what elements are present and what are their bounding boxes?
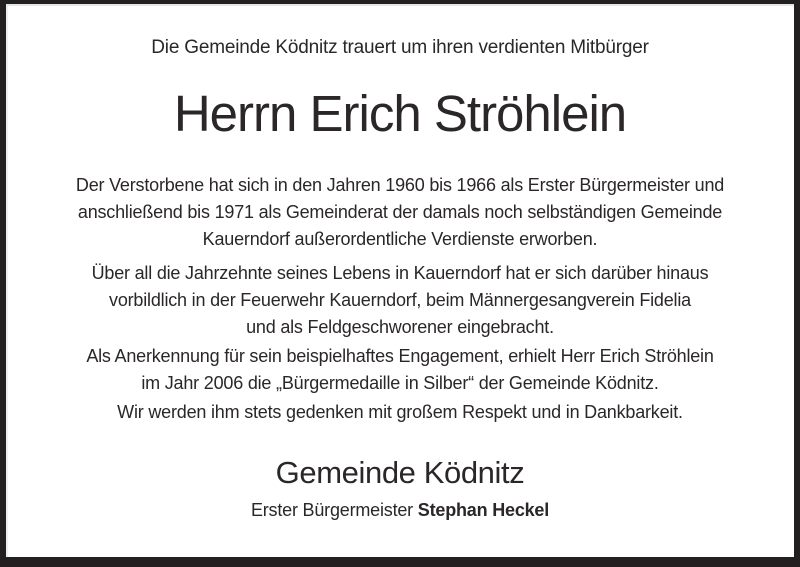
intro-line: Die Gemeinde Ködnitz trauert um ihren verdienten Mitbürger	[151, 37, 649, 58]
paragraph-line: Der Verstorbene hat sich in den Jahren 1960 bis 1966 als Erster Bürgermeister und	[75, 175, 725, 195]
paragraph-line: und als Feldgeschworener eingebracht.	[246, 317, 554, 337]
signer-role: Erster Bürgermeister	[250, 500, 418, 520]
paragraph-merits	[6, 172, 794, 253]
paragraph-line: Über all die Jahrzehnte seines Lebens in Kauerndorf hat er sich darüber hinaus	[91, 263, 709, 283]
paragraph-line: vorbildlich in der Feuerwehr Kauerndorf, beim Männergesangverein Fidelia	[109, 290, 691, 310]
signer-name: Stephan Heckel	[417, 500, 550, 520]
paragraph-line: im Jahr 2006 die „Bürgermedaille in Silber“ der Gemeinde Ködnitz.	[141, 373, 659, 393]
paragraph-line: Als Anerkennung für sein beispielhaftes Engagement, erhielt Herr Erich Ströhlein	[86, 346, 714, 366]
signature-organization: Gemeinde Ködnitz	[275, 455, 525, 490]
paragraph-line: Wir werden ihm stets gedenken mit großem Respekt und in Dankbarkeit.	[117, 402, 683, 422]
paragraph-award	[6, 343, 794, 397]
paragraph-remembrance	[6, 399, 794, 426]
paragraph-line: Kauerndorf außerordentliche Verdienste erworben.	[202, 229, 598, 249]
signature-line	[6, 498, 794, 522]
paragraph-community	[6, 260, 794, 341]
paragraph-line: anschließend bis 1971 als Gemeinderat der damals noch selbständigen Gemeinde	[77, 202, 723, 222]
deceased-name: Herrn Erich Ströhlein	[173, 85, 627, 142]
